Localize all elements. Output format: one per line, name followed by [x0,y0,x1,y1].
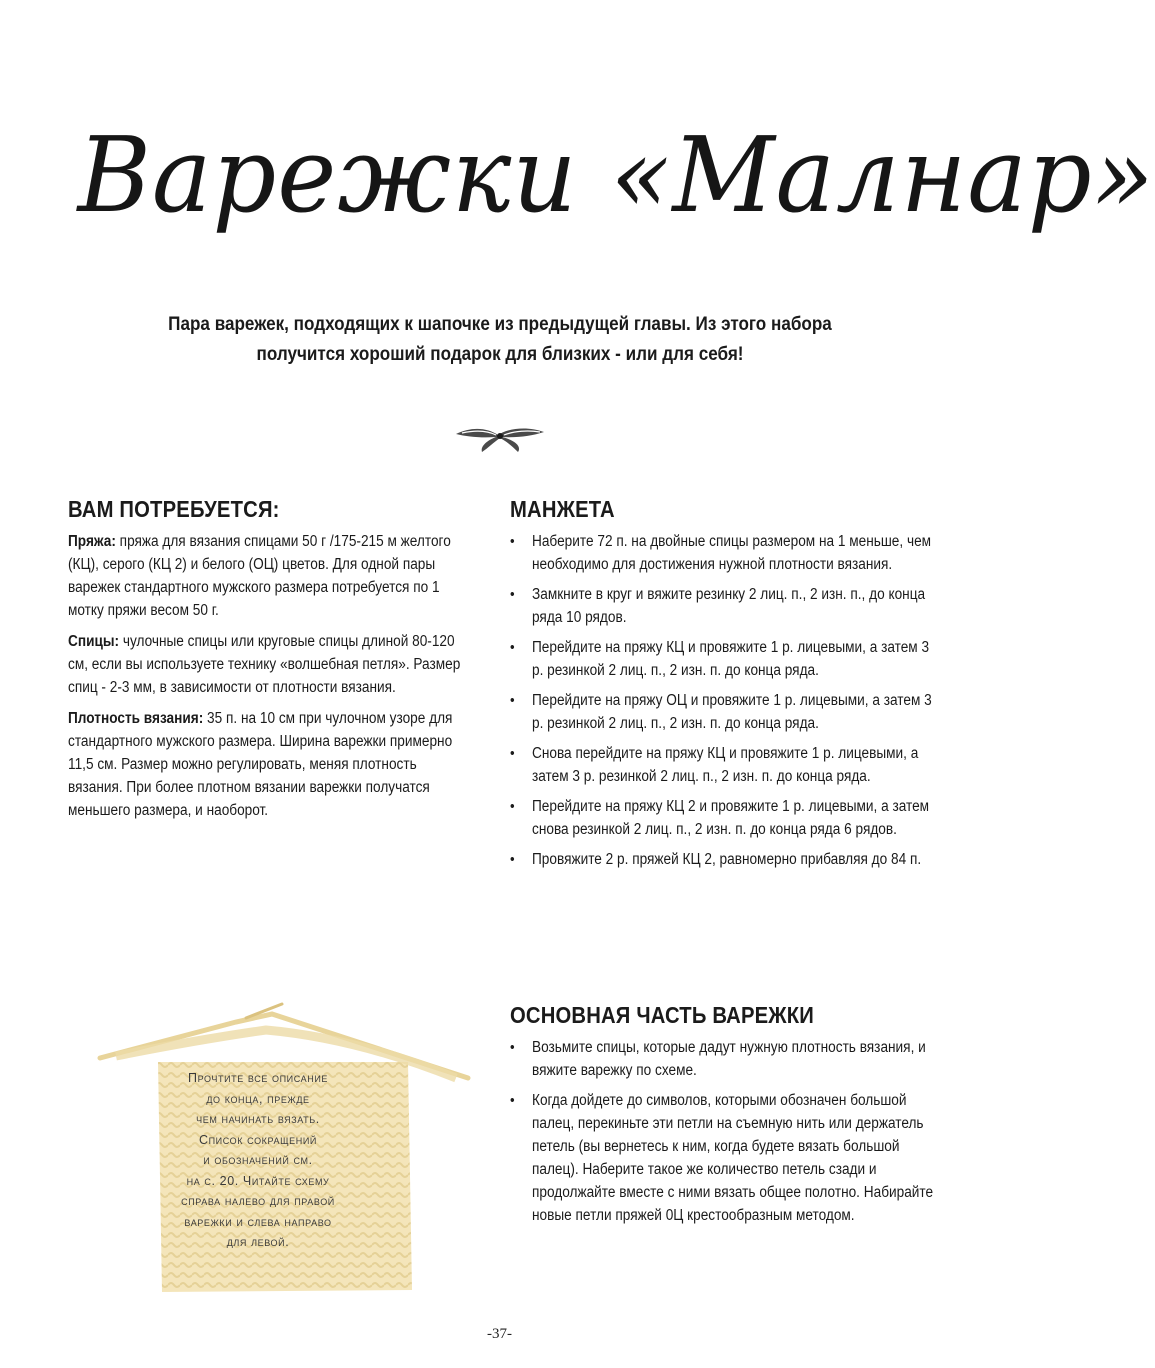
materials-heading: ВАМ ПОТРЕБУЕТСЯ: [68,496,280,522]
intro-paragraph [158,310,842,370]
intro-line-2: получится хороший подарок для близких - или для себя! [256,344,744,365]
needles-label: Спицы: [68,633,120,650]
gauge-text: 35 п. на 10 см при чулочном узоре для стандартного мужского размера. Ширина варежки примерно 11,5 см. Размер можно регулировать, меняя плотность вязания. При более плотном вязании варежки получатся меньшего размера, и наоборот. [68,710,453,819]
needles-text: чулочные спицы или круговые спицы длиной 80-120 см, если вы используете технику «волшебная петля». Размер спиц - 2-3 мм, в зависимости от плотности вязания. [68,633,461,696]
list-item: • Замкните в круг и вяжите резинку 2 лиц. п., 2 изн. п., до конца ряда 10 рядов. [510,583,937,629]
main-part-steps-list [510,1036,937,1227]
intro-line-1: Пара варежек, подходящих к шапочке из предыдущей главы. Из этого набора [168,314,832,335]
bullet: • [510,1092,515,1109]
bullet: • [510,586,515,603]
cuff-heading: МАНЖЕТА [510,496,615,522]
page-number: -37- [487,1326,512,1342]
bullet: • [510,692,515,709]
bullet: • [510,798,515,815]
list-item: • Когда дойдете до символов, которыми обозначен большой палец, перекиньте эти петли на съемную нить или держатель петель (вы вернетесь к ним, когда будете вязать большой палец). Наберите такое же количество петель сзади и продолжайте вместе с ними вязать общее полотно. Набирайте новые петли пряжей 0Ц крестообразным методом. [510,1089,937,1227]
list-item: • Перейдите на пряжу КЦ и провяжите 1 р. лицевыми, а затем 3 р. резинкой 2 лиц. п., 2 изн. п. до конца ряда. [510,636,937,682]
cuff-section [510,494,950,878]
gauge-label: Плотность вязания: [68,710,204,727]
page-title: Варежки «Малнар» [77,114,1155,236]
list-item: • Провяжите 2 р. пряжей КЦ 2, равномерно прибавляя до 84 п. [510,848,937,871]
gauge-paragraph [68,707,464,822]
bow-flourish-icon [452,420,548,456]
bullet: • [510,639,515,656]
bullet: • [510,533,515,550]
bullet: • [510,1039,515,1056]
reading-note: Прочтите все описание до конца, прежде чем начинать вязать. Список сокращений и обозначений см. на с. 20. Читайте схему справа налево для правой варежки и слева направо для левой. [181,1071,335,1249]
list-item: • Снова перейдите на пряжу КЦ и провяжите 1 р. лицевыми, а затем 3 р. резинкой 2 лиц. п., 2 изн. п. до конца ряда. [510,742,937,788]
cuff-steps-list [510,530,937,871]
main-part-section [510,1000,950,1234]
yarn-text: пряжа для вязания спицами 50 г /175-215 м желтого (КЦ), серого (КЦ 2) и белого (ОЦ) цветов. Для одной пары варежек стандартного мужского размера потребуется по 1 мотку пряжи весом 50 г. [68,533,451,619]
main-part-heading: ОСНОВНАЯ ЧАСТЬ ВАРЕЖКИ [510,1002,815,1028]
list-item: • Перейдите на пряжу ОЦ и провяжите 1 р. лицевыми, а затем 3 р. резинкой 2 лиц. п., 2 изн. п. до конца ряда. [510,689,937,735]
list-item: • Перейдите на пряжу КЦ 2 и провяжите 1 р. лицевыми, а затем снова резинкой 2 лиц. п., 2 изн. п. до конца ряда 6 рядов. [510,795,937,841]
list-item: • Возьмите спицы, которые дадут нужную плотность вязания, и вяжите варежку по схеме. [510,1036,937,1082]
yarn-label: Пряжа: [68,533,116,550]
yarn-paragraph [68,530,464,622]
list-item: • Наберите 72 п. на двойные спицы размером на 1 меньше, чем необходимо для достижения нужной плотности вязания. [510,530,937,576]
materials-section [68,494,468,830]
bullet: • [510,851,515,868]
needles-paragraph [68,630,464,699]
bullet: • [510,745,515,762]
